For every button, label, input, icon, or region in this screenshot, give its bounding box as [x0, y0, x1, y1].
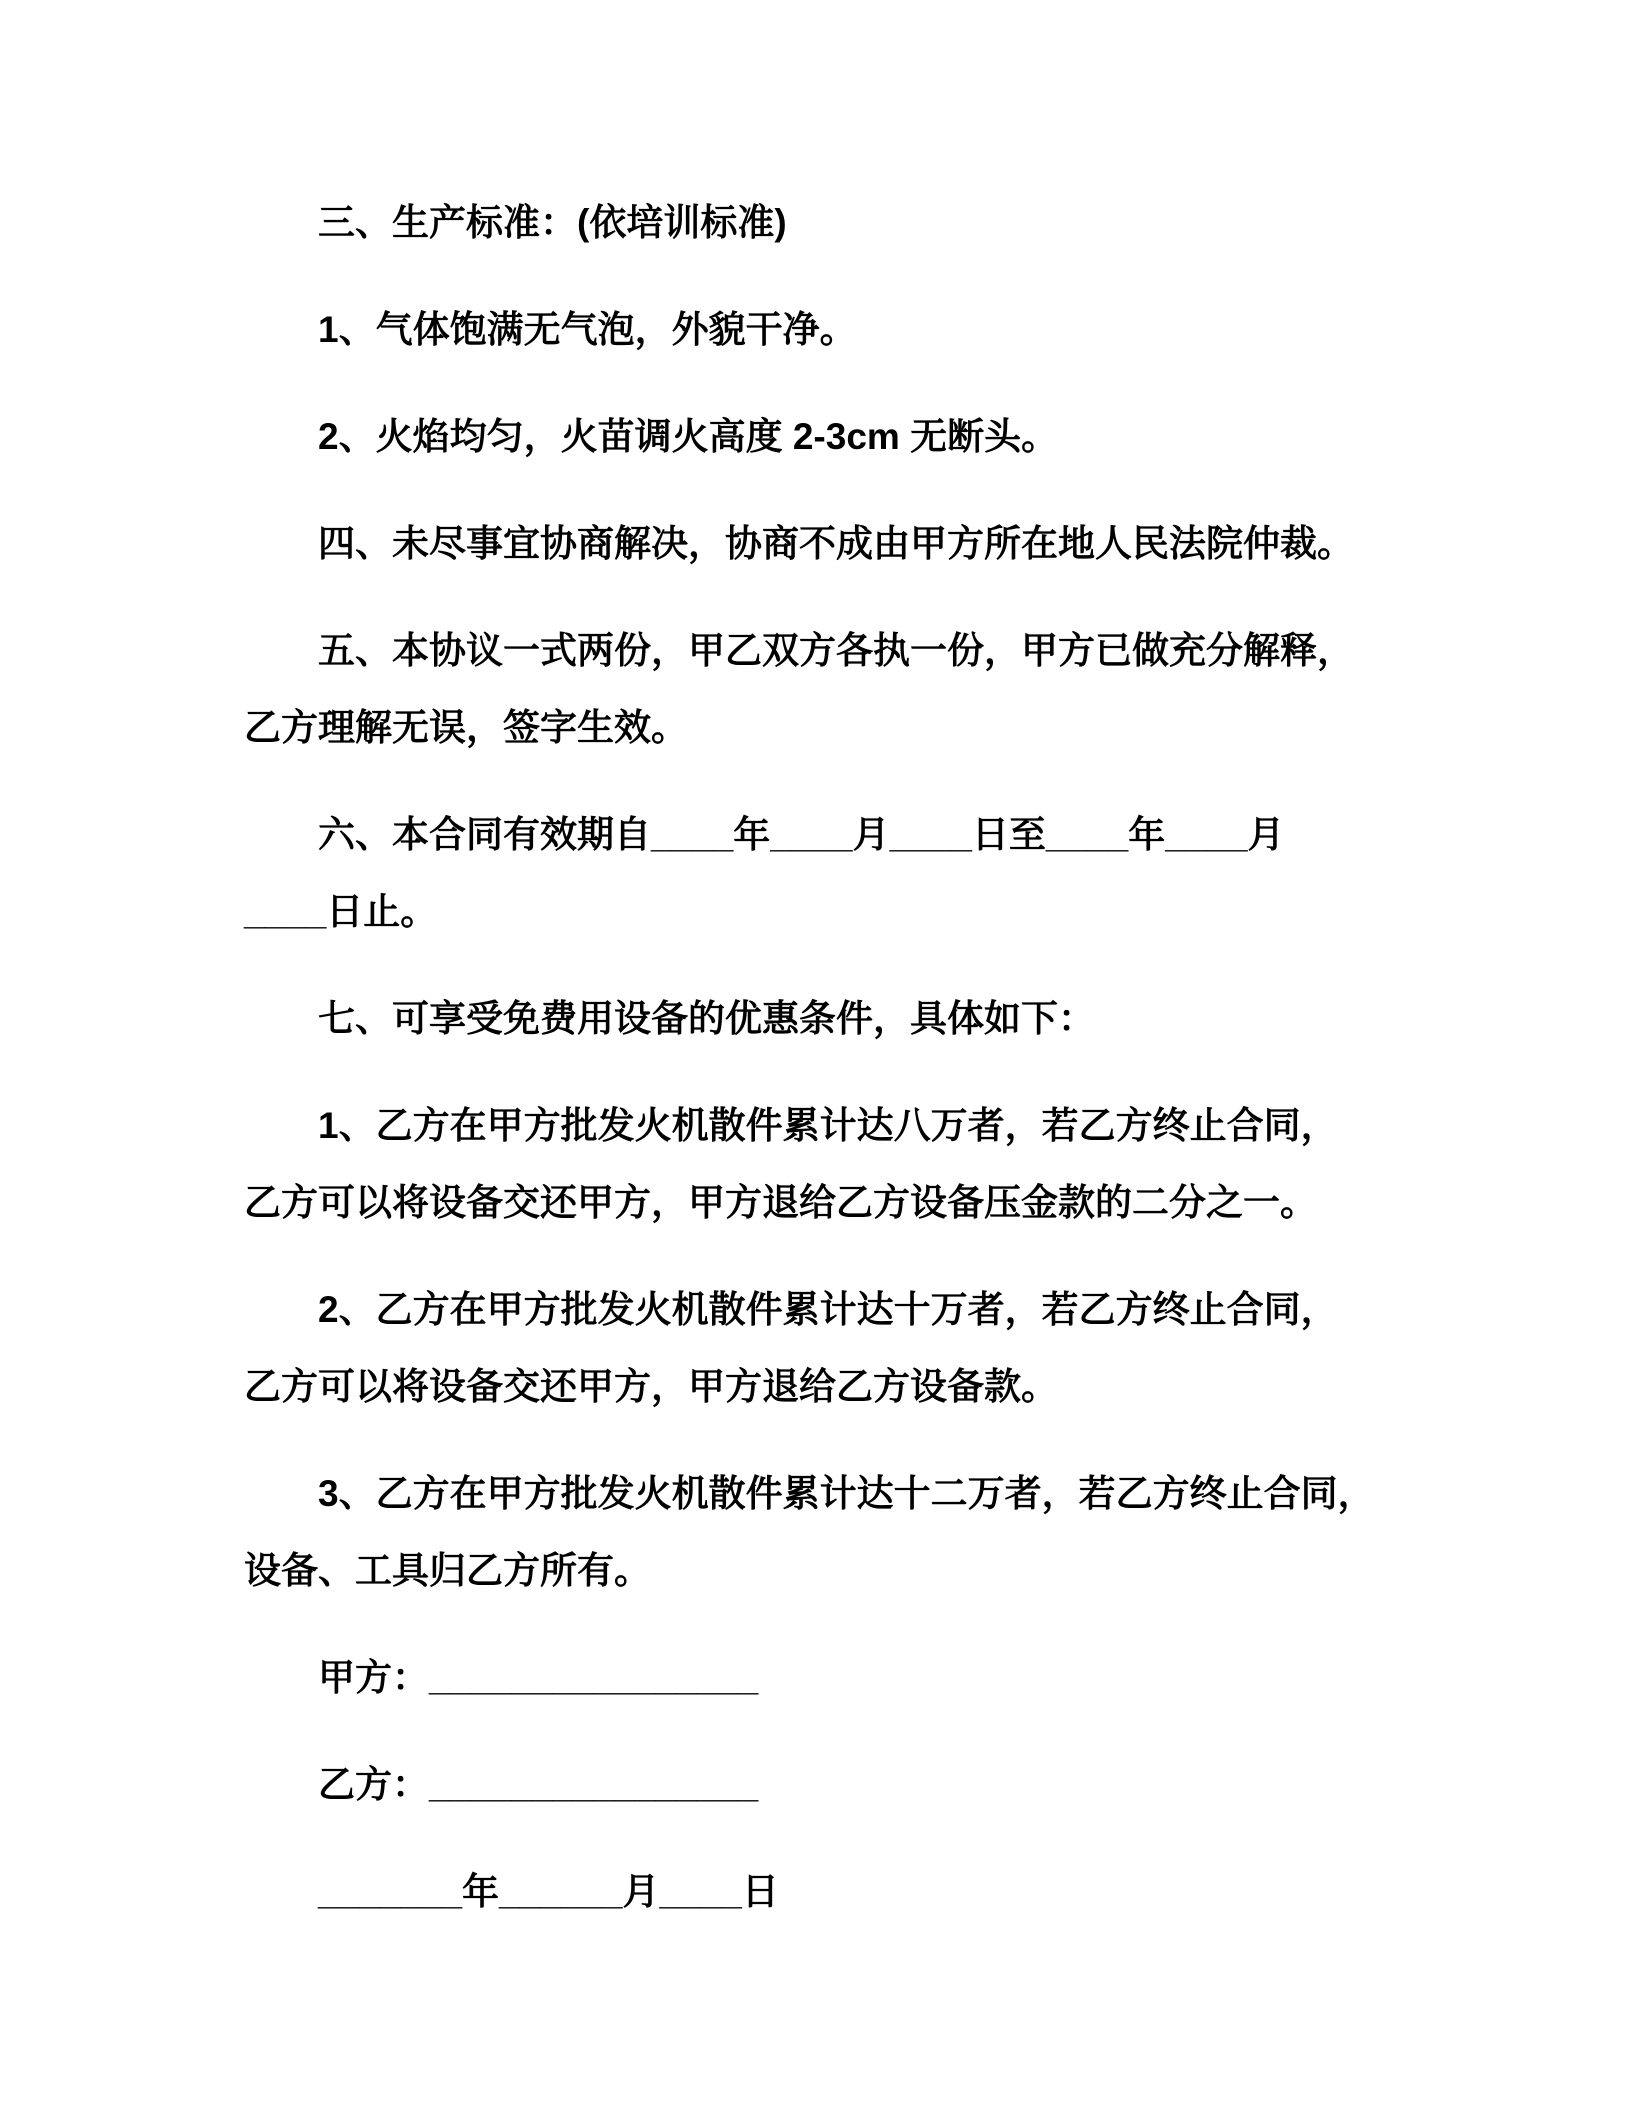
clause-text: 设备、工具归乙方所有。 — [244, 1550, 651, 1591]
party-b-signature-line — [244, 1746, 1388, 1823]
item-3-hundred-twenty-thousand — [244, 1455, 1388, 1609]
clause-text: 2、火焰均匀，火苗调火高度 2-3cm 无断头。 — [318, 416, 1059, 457]
clause-7-free-equipment-terms — [244, 980, 1388, 1057]
clause-text: 乙方可以将设备交还甲方，甲方退给乙方设备款。 — [244, 1366, 1058, 1407]
clause-3-production-standard — [244, 184, 1388, 261]
signature-blank: 甲方：________________ — [318, 1657, 759, 1698]
item-1-gas-quality — [244, 291, 1388, 368]
clause-text: 1、乙方在甲方批发火机散件累计达八万者，若乙方终止合同， — [318, 1105, 1338, 1146]
item-2-flame-quality — [244, 398, 1388, 475]
clause-text: 六、本合同有效期自____年____月____日至____年____月 — [318, 814, 1285, 855]
clause-text: 乙方可以将设备交还甲方，甲方退给乙方设备压金款的二分之一。 — [244, 1182, 1317, 1223]
item-2-hundred-thousand — [244, 1271, 1388, 1425]
clause-5-two-copies — [244, 612, 1388, 766]
party-a-signature-line — [244, 1639, 1388, 1716]
clause-text: 3、乙方在甲方批发火机散件累计达十二万者，若乙方终止合同， — [318, 1473, 1375, 1514]
item-1-eighty-thousand — [244, 1087, 1388, 1241]
date-blank: _______年______月____日 — [318, 1871, 779, 1912]
clause-4-dispute-resolution — [244, 505, 1388, 582]
clause-text: ____日止。 — [244, 891, 438, 932]
clause-text: 1、气体饱满无气泡，外貌干净。 — [318, 309, 857, 350]
clause-text: 四、未尽事宜协商解决，协商不成由甲方所在地人民法院仲裁。 — [318, 523, 1354, 564]
clause-text: 乙方理解无误，签字生效。 — [244, 707, 688, 748]
clause-text: 五、本协议一式两份，甲乙双方各执一份，甲方已做充分解释， — [318, 630, 1354, 671]
signature-blank: 乙方：________________ — [318, 1764, 759, 1805]
date-signature-line — [244, 1853, 1388, 1930]
clause-6-validity-period — [244, 796, 1388, 950]
clause-text: 三、生产标准：(依培训标准) — [318, 202, 787, 243]
clause-text: 2、乙方在甲方批发火机散件累计达十万者，若乙方终止合同， — [318, 1289, 1338, 1330]
clause-text: 七、可享受免费用设备的优惠条件，具体如下： — [318, 998, 1095, 1039]
